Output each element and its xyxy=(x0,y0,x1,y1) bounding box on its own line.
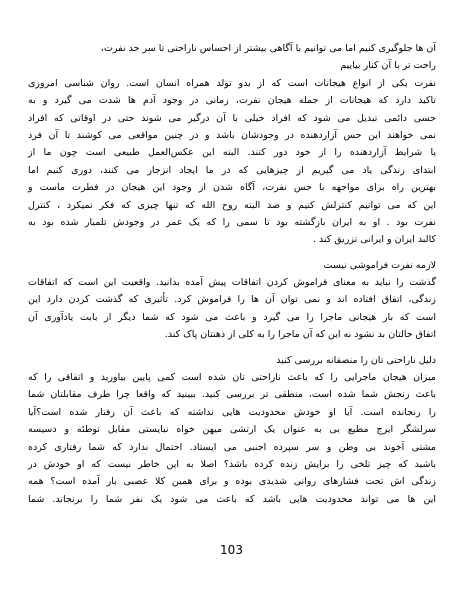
text-line: سرلشگر ایرج مطیع‌ بی به عنوان یک ارتشی میهن خواه نبایستی مقابل توطئه و دسیسه xyxy=(28,424,436,436)
text-line: گذشت را نباید به معنای فراموش کردن اتفاقات پیش آمده بدانید. واقعیت این است که اتفاقات xyxy=(28,277,436,289)
paragraph-hatred-emotion xyxy=(28,75,436,249)
text-line: مشتی آخوند بی وطن و سر سپرده اجنبی می ایستاد. احتمال ندارد که شما رفتاری کرده xyxy=(28,441,436,453)
text-line: نفرت بود . او به ایران بازگشته بود تا سمی را که یک عمر در وجودش تلمبار شده بود به xyxy=(28,216,436,228)
paragraph-gap xyxy=(28,344,436,352)
text-line: زندگی، اتفاق افتاده اند و نمی توان آن ها را فراموش کرد. تأثیری که گذشت کردن دارد این xyxy=(28,294,436,306)
text-line: تاکید دارد که هیجانات از جمله هیجان نفرت، زمانی در وجود آدم ها شدت می گیرد و به xyxy=(28,95,436,107)
text-line: است که بار هیجانی ماجرا را می گیرد و باعث می شود که شما دیگر از بابت یادآوری آن xyxy=(28,311,436,323)
text-line: میزان هیجان ماجرایی را که باعث ناراحتی تان شده است کمی پایین بیاورید و اتفاقی را که xyxy=(28,372,436,384)
text-line: باعث رنجش شما شده است، منطقی تر بررسی کنید. ببینید که واقعا چرا طرف مقابلتان شما xyxy=(28,389,436,401)
intro-paragraph xyxy=(28,40,436,75)
text-line: یا شرایط آزاردهنده را از خود دور کنند. البته این عکس‌العمل طبیعی است چون ما از xyxy=(28,147,436,159)
text-line: این ها می تواند محدودیت هایی باشد که باعث می شود یک نفر شما را برنجاند. شما xyxy=(28,493,436,505)
text-line: آن ها جلوگیری کنیم اما می توانیم با آگاهی بیشتر از احساس ناراحتی تا سر حد نفرت، xyxy=(100,43,436,54)
text-line: نمی خواهند این حس آزاردهنده در وجودشان باشد و در چنین مواقعی می کوشند تا آن فرد xyxy=(28,129,436,141)
text-line: کالبد ایران و ایرانی تزریق کند . xyxy=(312,234,436,246)
section-heading: لازمه نفرت فراموشی نیست xyxy=(323,259,436,271)
section-review-reason xyxy=(28,352,436,509)
text-line: راحت تر با آن کنار بیاییم xyxy=(340,60,436,72)
text-line: حسی دائمی تبدیل می شود که افراد خیلی با آن درگیر می شوند حتی در اوقاتی که افراد xyxy=(28,112,436,124)
text-line: بهترین راه برای مواجهه با حس نفرت، آگاه شدن از وجود این هیجان در فطرت ماست و xyxy=(28,182,436,194)
text-line: نفرت یکی از انواع هیجانات است که از بدو تولد همراه انسان است. روان شناسی امروزی xyxy=(28,77,436,89)
text-line: زندگی اش تحت فشارهای روانی شدیدی بوده و برای همین کلا عصبی بار آمده است؟ همه xyxy=(28,476,436,488)
text-line: اتفاق حالتان بد نشود نه این که آن ماجرا را به کلی از ذهنتان پاک کند. xyxy=(164,329,436,341)
page-number: 103 xyxy=(220,543,243,557)
section-forgiveness xyxy=(28,257,436,344)
paragraph-gap xyxy=(28,249,436,257)
body-text xyxy=(28,40,436,508)
text-line: این که می توانیم کنترلش کنیم و صد البته روح الله که تنها چیزی که فکر نمیکرد ، کنترل xyxy=(28,199,436,211)
text-line: را رنجانده است. آیا او خودش محدودیت هایی نداشته که باعث آن رفتار شده است؟آیا xyxy=(28,406,436,418)
text-line: ابتدای زندگی یاد می گیریم از چیزهایی که در ما ایجاد انزجار می کنند، دوری کنیم اما xyxy=(28,164,436,176)
text-line: باشید که چیز تلخی را برایش زنده کرده باشد؟ اصلا به این خاطر نیست که او خودش در xyxy=(28,458,436,470)
section-heading: دلیل ناراحتی تان را منصفانه بررسی کنید xyxy=(276,354,436,366)
